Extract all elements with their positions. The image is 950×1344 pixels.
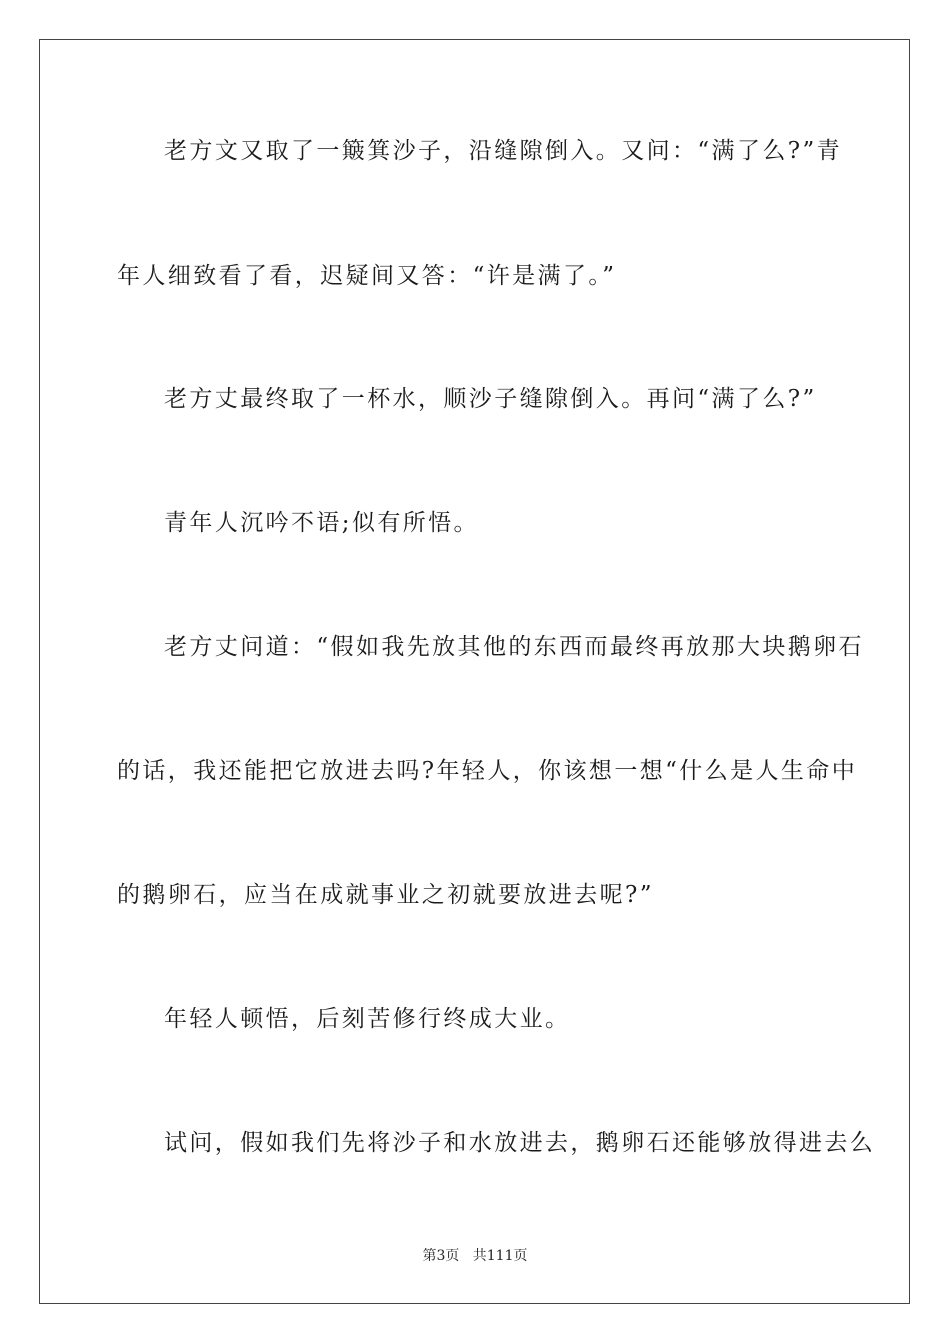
page-footer [0, 1247, 950, 1265]
paragraph-6-line-1: 试问，假如我们先将沙子和水放进去，鹅卵石还能够放得进去么 [164, 1130, 876, 1156]
paragraph-4-line-3: 的鹅卵石，应当在成就事业之初就要放进去呢?” [117, 882, 654, 908]
paragraph-1-line-2: 年人细致看了看，迟疑间又答：“许是满了。” [117, 263, 617, 289]
paragraph-3: 青年人沉吟不语;似有所悟。 [164, 510, 479, 536]
paragraph-5: 年轻人顿悟，后刻苦修行终成大业。 [164, 1006, 571, 1032]
paragraph-2: 老方丈最终取了一杯水，顺沙子缝隙倒入。再问“满了么?” [164, 386, 817, 412]
page-number: 第3页 [422, 1248, 460, 1264]
paragraph-4-line-2: 的话，我还能把它放进去吗?年轻人，你该想一想“什么是人生命中 [117, 758, 858, 784]
paragraph-1-line-1: 老方文又取了一簸箕沙子，沿缝隙倒入。又问：“满了么?”青 [164, 138, 843, 164]
paragraph-4-line-1: 老方丈问道：“假如我先放其他的东西而最终再放那大块鹅卵石 [164, 634, 864, 660]
total-pages: 共111页 [472, 1248, 528, 1264]
page-border [39, 39, 910, 1304]
